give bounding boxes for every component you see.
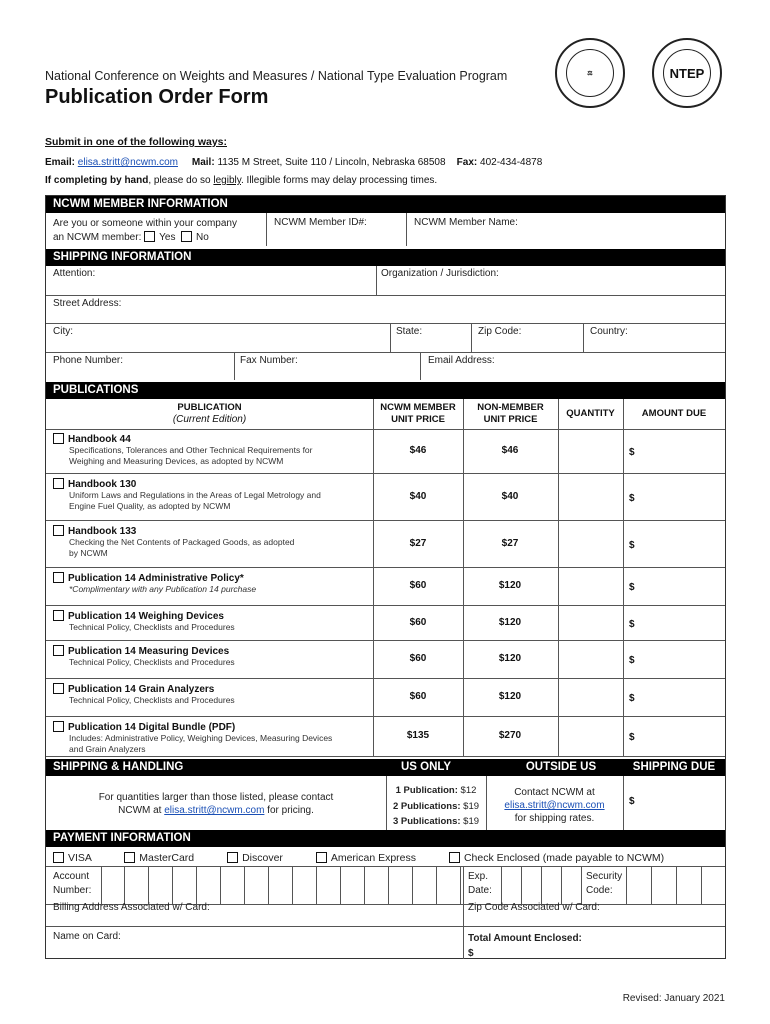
publication-desc: Specifications, Tolerances and Other Technical Requirements for Weighing and Measuring Devices, as adopted by NCWM — [69, 445, 313, 466]
publication-desc: Checking the Net Contents of Packaged Goods, as adopted by NCWM — [69, 537, 295, 558]
payment-methods: VISA MasterCard Discover American Express Check Enclosed (made payable to NCWM) — [53, 852, 725, 864]
outside-us-note: Contact NCWM at elisa.stritt@ncwm.com for shipping rates. — [486, 786, 623, 825]
shipping-info-bar: SHIPPING INFORMATION — [46, 249, 725, 266]
publication-checkbox[interactable] — [53, 433, 64, 444]
total-amount-field[interactable]: Total Amount Enclosed: $ — [468, 933, 582, 959]
member-price: $27 — [409, 537, 427, 549]
member-info-bar: NCWM MEMBER INFORMATION — [46, 196, 725, 213]
outside-us-header: OUTSIDE US — [525, 761, 597, 773]
member-no-checkbox[interactable] — [181, 231, 192, 242]
nonmember-price: $27 — [501, 537, 519, 549]
quantity-field[interactable] — [559, 679, 622, 717]
scales-icon: ⚖ — [566, 49, 614, 97]
street-address-field[interactable]: Street Address: — [53, 298, 122, 309]
publication-row — [46, 474, 725, 521]
publication-row — [46, 641, 725, 679]
publication-row — [46, 429, 725, 474]
publication-name: Handbook 133 — [68, 526, 137, 537]
publications-bar: PUBLICATIONS — [46, 382, 725, 399]
publication-row — [46, 568, 725, 606]
billing-address-field[interactable]: Billing Address Associated w/ Card: — [53, 902, 210, 913]
publication-name: Publication 14 Measuring Devices — [68, 646, 230, 657]
col-nonmember-price: NON-MEMBER UNIT PRICE — [477, 402, 544, 425]
publication-desc: Technical Policy, Checklists and Procedures — [69, 695, 235, 705]
submit-heading: Submit in one of the following ways: — [45, 136, 227, 148]
handling-note: For quantities larger than those listed, please contact NCWM at elisa.stritt@ncwm.com for pricing. — [98, 792, 334, 816]
check-checkbox[interactable] — [449, 852, 460, 863]
us-only-header: US ONLY — [400, 761, 452, 773]
publication-row — [46, 606, 725, 641]
payment-bar: PAYMENT INFORMATION — [46, 830, 725, 847]
member-price: $60 — [409, 616, 427, 628]
amount-due-field[interactable]: $ — [629, 732, 635, 743]
phone-field[interactable]: Phone Number: — [53, 355, 124, 366]
legibility-note: If completing by hand, please do so legibly. Illegible forms may delay processing times. — [45, 175, 438, 186]
amount-due-field[interactable]: $ — [629, 492, 635, 504]
account-number-label: Account Number: — [53, 871, 92, 896]
publication-desc: Uniform Laws and Regulations in the Areas of Legal Metrology and Engine Fuel Quality, as adopted by NCWM — [69, 490, 321, 511]
exp-date-field[interactable] — [501, 866, 581, 904]
publication-checkbox[interactable] — [53, 683, 64, 694]
country-field[interactable]: Country: — [590, 326, 628, 337]
handling-bar: SHIPPING & HANDLING — [46, 759, 725, 776]
amex-checkbox[interactable] — [316, 852, 327, 863]
member-id-field[interactable]: NCWM Member ID#: — [274, 217, 367, 228]
member-price: $40 — [409, 490, 427, 502]
header-subtitle: National Conference on Weights and Measures / National Type Evaluation Program — [45, 69, 508, 83]
member-name-field[interactable]: NCWM Member Name: — [414, 217, 518, 228]
account-number-field[interactable] — [101, 866, 461, 904]
attention-field[interactable]: Attention: — [53, 268, 96, 279]
outside-email-link[interactable]: elisa.stritt@ncwm.com — [504, 800, 605, 811]
shipping-due-field[interactable]: $ — [629, 796, 635, 807]
amount-due-field[interactable]: $ — [629, 446, 635, 458]
mastercard-checkbox[interactable] — [124, 852, 135, 863]
nonmember-price: $120 — [498, 691, 522, 702]
publication-name: Publication 14 Weighing Devices — [68, 611, 224, 622]
publication-desc: Technical Policy, Checklists and Procedures — [69, 622, 235, 632]
nonmember-price: $120 — [498, 580, 522, 591]
publication-row — [46, 521, 725, 568]
member-yes-checkbox[interactable] — [144, 231, 155, 242]
amount-due-field[interactable]: $ — [629, 618, 635, 630]
security-code-field[interactable] — [626, 866, 725, 904]
publication-row — [46, 679, 725, 717]
quantity-field[interactable] — [559, 641, 622, 679]
quantity-field[interactable] — [559, 568, 622, 606]
member-price: $46 — [409, 444, 427, 456]
member-price: $60 — [409, 691, 427, 702]
publication-name: Publication 14 Administrative Policy* — [68, 573, 244, 584]
publication-checkbox[interactable] — [53, 645, 64, 656]
ntep-seal-logo — [652, 38, 722, 108]
publication-name: Publication 14 Digital Bundle (PDF) — [68, 722, 236, 733]
quantity-field[interactable] — [559, 717, 622, 757]
quantity-field[interactable] — [559, 521, 622, 568]
quantity-field[interactable] — [559, 606, 622, 641]
amount-due-field[interactable]: $ — [629, 582, 635, 593]
publication-name: Handbook 130 — [68, 479, 137, 490]
nonmember-price: $120 — [498, 653, 522, 664]
col-amount-due: AMOUNT DUE — [641, 408, 707, 419]
amount-due-field[interactable]: $ — [629, 539, 635, 551]
discover-checkbox[interactable] — [227, 852, 238, 863]
handling-email-link[interactable]: elisa.stritt@ncwm.com — [164, 805, 265, 816]
nonmember-price: $46 — [501, 444, 519, 456]
order-form — [45, 195, 726, 959]
ntep-seal-text: NTEP — [663, 49, 711, 97]
card-zip-field[interactable]: Zip Code Associated w/ Card: — [468, 902, 600, 913]
publication-checkbox[interactable] — [53, 610, 64, 621]
publication-name: Publication 14 Grain Analyzers — [68, 684, 215, 695]
publication-checkbox[interactable] — [53, 721, 64, 732]
publication-desc: *Complimentary with any Publication 14 purchase — [69, 584, 257, 594]
publication-row — [46, 717, 725, 757]
quantity-field[interactable] — [559, 429, 622, 474]
col-member-price: NCWM MEMBER UNIT PRICE — [380, 402, 456, 425]
security-code-label: Security Code: — [586, 871, 623, 896]
nonmember-price: $270 — [498, 730, 522, 741]
shipping-due-header: SHIPPING DUE — [632, 761, 716, 773]
name-on-card-field[interactable]: Name on Card: — [53, 931, 121, 942]
fax-field[interactable]: Fax Number: — [240, 355, 298, 366]
publication-name: Handbook 44 — [68, 434, 131, 445]
exp-date-label: Exp. Date: — [468, 871, 492, 896]
city-field[interactable]: City: — [53, 326, 73, 337]
email-link[interactable]: elisa.stritt@ncwm.com — [77, 157, 178, 168]
visa-checkbox[interactable] — [53, 852, 64, 863]
email-field[interactable]: Email Address: — [428, 355, 495, 366]
contact-line: Email: elisa.stritt@ncwm.com Mail: 1135 M Street, Suite 110 / Lincoln, Nebraska 68508 Fax: 402-434-4878 — [45, 157, 543, 168]
publication-checkbox[interactable] — [53, 478, 64, 489]
amount-due-field[interactable]: $ — [629, 693, 635, 704]
col-quantity: QUANTITY — [566, 408, 615, 419]
member-question: Are you or someone within your company an NCWM member: Yes No — [53, 218, 237, 243]
member-price: $135 — [406, 730, 430, 741]
col-publication: PUBLICATION (Current Edition) — [172, 402, 247, 425]
member-price: $60 — [409, 580, 427, 591]
publication-desc: Technical Policy, Checklists and Procedures — [69, 657, 235, 667]
revised-date: Revised: January 2021 — [622, 993, 725, 1004]
amount-due-field[interactable]: $ — [629, 655, 635, 666]
state-field[interactable]: State: — [396, 326, 423, 337]
publication-checkbox[interactable] — [53, 572, 64, 583]
us-rates: 1 Publication: $12 2 Publications: $19 3 Publications: $19 — [392, 785, 480, 827]
organization-field[interactable]: Organization / Jurisdiction: — [381, 268, 499, 279]
quantity-field[interactable] — [559, 474, 622, 521]
page-title: Publication Order Form — [45, 86, 269, 108]
zip-code-field[interactable]: Zip Code: — [478, 326, 522, 337]
member-price: $60 — [409, 653, 427, 664]
publication-checkbox[interactable] — [53, 525, 64, 536]
publication-desc: Includes: Administrative Policy, Weighing Devices, Measuring Devices and Grain Analyzers — [69, 733, 333, 754]
ncwm-seal-logo — [555, 38, 625, 108]
nonmember-price: $120 — [498, 616, 522, 628]
nonmember-price: $40 — [501, 490, 519, 502]
